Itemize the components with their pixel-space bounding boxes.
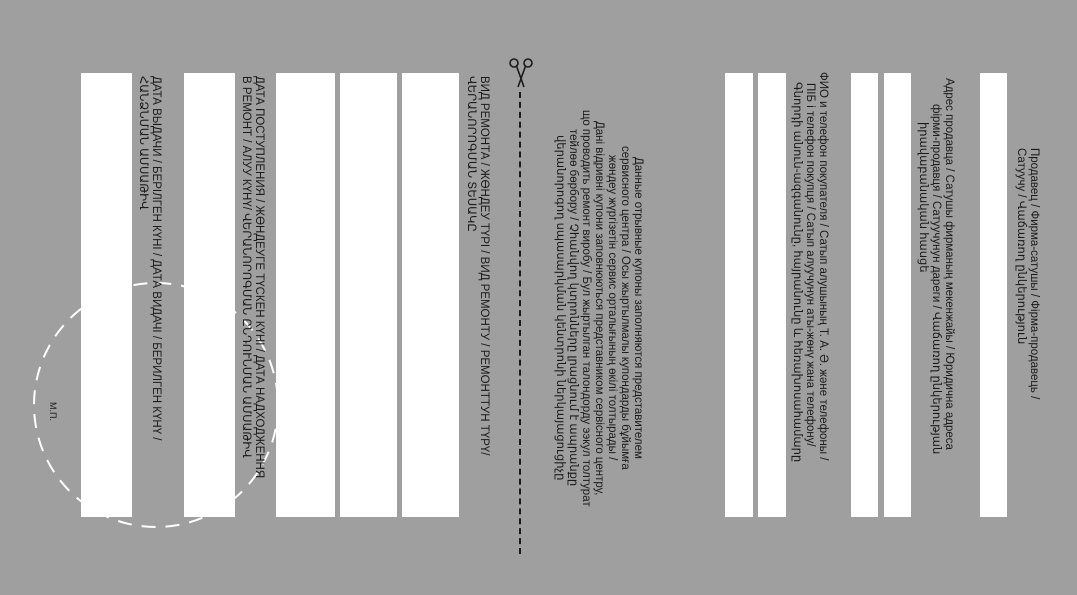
seller-address-line2: фірми-продавця / Сатуучунун дареги / Վաճառող ընկերության [930, 104, 942, 455]
coupon-note-line6: тейлөө бөрбору / Չհանվող կտրոնները լրացնում է ապրանքը [567, 129, 579, 487]
coupon-note-line1: Данные отрывные купоны заполняются представителем [632, 157, 644, 459]
stamp-label: М.П. [48, 402, 58, 421]
issue-date-field[interactable] [81, 73, 132, 517]
seller-title-line1: Продавец / Фирма-сатушы / Фірма-продавець / [1028, 148, 1040, 400]
buyer-label [790, 72, 829, 462]
seller-field[interactable] [980, 73, 1007, 517]
coupon-note-line7: վերանորոգող սպասարկման կենտրոնի ներկայացուցիչը [554, 135, 566, 481]
repair-type-field-1[interactable] [402, 73, 459, 517]
repair-type-field-3[interactable] [276, 73, 335, 517]
coupon-note-line4: Дані відривні купони заповнюються представником сервісного центру, [593, 120, 605, 496]
intake-date-label [239, 76, 265, 478]
buyer-line3: Գնորդի անուն-ազգանունը, հայրանունը և հեռախոսահամարը [791, 82, 803, 463]
issue-date-line1: ДАТА ВЫДАЧИ / БЕРІЛГЕН КҮНІ / ДАТА ВИДАЧІ / БЕРИЛГЕН КҮНҮ / [150, 76, 162, 441]
coupon-note [553, 108, 644, 508]
intake-date-line1: ДАТА ПОСТУПЛЕНИЯ / ЖӨНДЕУГЕ ТҮСКЕН КҮНІ / ДАТА НАДХОДЖЕННЯ [253, 76, 265, 479]
seller-address-field-1[interactable] [884, 73, 911, 517]
coupon-note-line2: сервисного центра / Осы жыртылмалы купондарды бұйымға [619, 146, 631, 470]
buyer-field-1[interactable] [758, 73, 786, 517]
seller-address-field-2[interactable] [851, 73, 878, 517]
cut-line [519, 92, 521, 554]
repair-type-line1: ВИД РЕМОНТА / ЖӨНДЕУ ТҮРІ / ВИД РЕМОНТУ / РЕМОНТТУН ТҮРҮ/ [478, 76, 490, 456]
scissors-icon [508, 56, 534, 90]
intake-date-line2: В РЕМОНТ / АЛУУ КҮНҮ/ ՎԵՐԱՆՈՐՈԳՄԱՆ ԸՆԴՈՒՆՄԱՆ ԱՄՍԱԹԻՎ [240, 76, 252, 458]
seller-address-line3: իրավաբանական հասցե [917, 122, 929, 273]
repair-type-label [464, 76, 490, 455]
seller-address-line1: Адрес продавца / Сатушы фирманың мекенжайы / Юридична адреса [943, 78, 955, 450]
intake-date-field[interactable] [184, 73, 235, 517]
repair-type-field-2[interactable] [340, 73, 397, 517]
issue-date-label [136, 76, 162, 441]
buyer-field-2[interactable] [725, 73, 753, 517]
coupon-note-line3: жөндеу жүргізетін сервис орталығының өкілі толтырады / [606, 155, 618, 461]
repair-type-line2: ՎԵՐԱՆՈՐՈԳՄԱՆ ՏԵՍԱԿԸ [465, 76, 477, 232]
seller-address-label [916, 78, 955, 454]
issue-date-line2: ՀԱՆՁՆՄԱՆ ԱՄՍԱԹԻՎ [137, 76, 149, 210]
coupon-note-line5: що проводить ремонт виробу / Бул жыртылган талондорду ээкул толтурат [580, 109, 592, 507]
buyer-line1: ФИО и телефон покупателя / Сатып алушының Т. А. Ә. және телефоны / [817, 72, 829, 461]
buyer-line2: ПІБ і телефон покупця / Сатып алуучунун аты-жөнү жана телефону/ [804, 83, 816, 447]
seller-title [1014, 148, 1040, 399]
seller-title-line2: Сатуучу / Վաճառող ընկերություն [1015, 148, 1027, 345]
